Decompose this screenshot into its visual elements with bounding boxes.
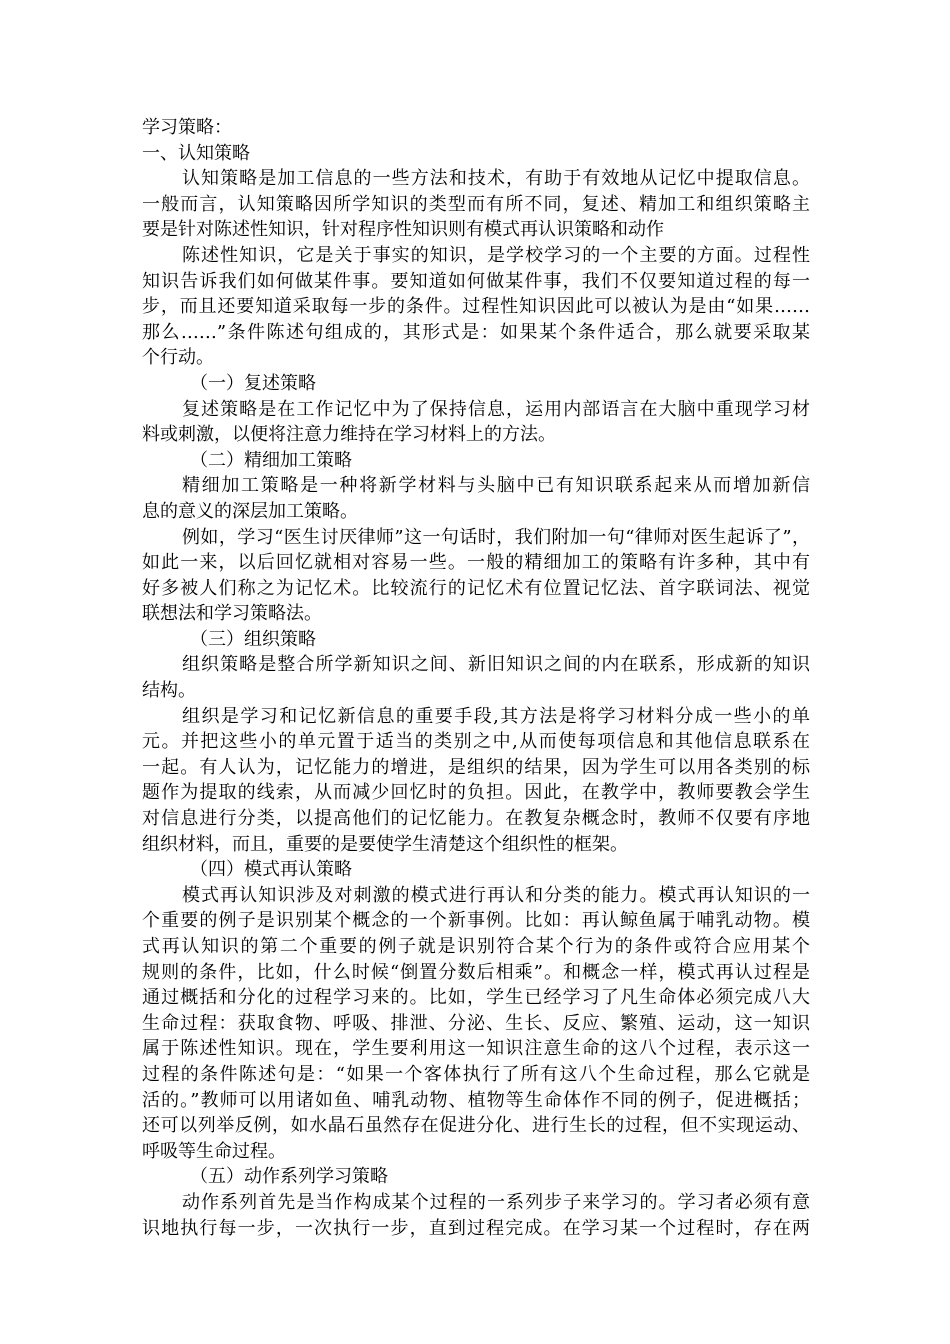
text-line: 规则的条件，比如，什么时候“倒置分数后相乘”。和概念一样，模式再认过程是 [142,961,810,983]
section-heading-line: （三）组织策略 [190,628,316,650]
text-line: 生命过程：获取食物、呼吸、排泄、分泌、生长、反应、繁殖、运动，这一知识 [142,1012,810,1034]
text-line: 模式再认知识涉及对刺激的模式进行再认和分类的能力。模式再认知识的一 [182,884,810,906]
text-line: 一起。有人认为，记忆能力的增进，是组织的结果，因为学生可以用各类别的标 [142,756,810,778]
text-line: 一、认知策略 [142,142,250,164]
text-line: 一般而言，认知策略因所学知识的类型而有所不同，复述、精加工和组织策略主 [142,193,810,215]
text-line: 个行动。 [142,347,214,369]
text-line: 好多被人们称之为记忆术。比较流行的记忆术有位置记忆法、首字联词法、视觉 [142,577,810,599]
text-line: 如此一来，以后回忆就相对容易一些。一般的精细加工的策略有许多种，其中有 [142,552,810,574]
text-line: 通过概括和分化的过程学习来的。比如，学生已经学习了凡生命体必须完成八大 [142,987,810,1009]
text-line: 活的。”教师可以用诸如鱼、哺乳动物、植物等生命体作不同的例子，促进概括； [142,1089,810,1111]
section-heading-line: （一）复述策略 [190,372,316,394]
text-line: 息的意义的深层加工策略。 [142,500,358,522]
text-line: 要是针对陈述性知识，针对程序性知识则有模式再认识策略和动作 [142,219,664,241]
text-line: 学习策略： [142,117,232,138]
text-line: 陈述性知识，它是关于事实的知识，是学校学习的一个主要的方面。过程性 [182,244,810,266]
text-line: 属于陈述性知识。现在，学生要利用这一知识注意生命的这八个过程，表示这一 [142,1038,810,1060]
section-heading-line: （五）动作系列学习策略 [190,1166,388,1188]
section-heading-line: （二）精细加工策略 [190,449,352,471]
text-line: 组织策略是整合所学新知识之间、新旧知识之间的内在联系，形成新的知识 [182,654,810,676]
text-line: 那么……”条件陈述句组成的，其形式是：如果某个条件适合，那么就要采取某 [142,321,810,343]
text-line: 元。并把这些小的单元置于适当的类别之中,从而使每项信息和其他信息联系在 [142,731,810,753]
text-line: 动作系列首先是当作构成某个过程的一系列步子来学习的。学习者必须有意 [182,1191,810,1213]
text-line: 组织是学习和记忆新信息的重要手段,其方法是将学习材料分成一些小的单 [182,705,810,727]
document-page [142,115,810,1241]
text-line: 式再认知识的第二个重要的例子就是识别符合某个行为的条件或符合应用某个 [142,936,810,957]
text-line: 精细加工策略是一种将新学材料与头脑中已有知识联系起来从而增加新信 [182,475,810,497]
section-heading-line: （四）模式再认策略 [190,859,352,881]
text-line: 联想法和学习策略法。 [142,603,322,625]
text-line: 识地执行每一步，一次执行一步，直到过程完成。在学习某一个过程时，存在两 [142,1217,810,1239]
text-line: 知识告诉我们如何做某件事。要知道如何做某件事，我们不仅要知道过程的每一 [142,270,810,292]
text-line: 认知策略是加工信息的一些方法和技术，有助于有效地从记忆中提取信息。 [182,168,810,190]
text-line: 呼吸等生命过程。 [142,1140,286,1162]
text-line: 料或刺激，以便将注意力维持在学习材料上的方法。 [142,424,556,446]
text-line: 复述策略是在工作记忆中为了保持信息，运用内部语言在大脑中重现学习材 [182,398,810,420]
text-line: 例如，学习“医生讨厌律师”这一句话时，我们附加一句“律师对医生起诉了”， [182,526,810,548]
text-line: 个重要的例子是识别某个概念的一个新事例。比如：再认鲸鱼属于哺乳动物。模 [142,910,810,932]
text-line: 对信息进行分类，以提高他们的记忆能力。在教复杂概念时，教师不仅要有序地 [142,808,810,830]
text-line: 结构。 [142,680,196,702]
text-line: 组织材料，而且，重要的是要使学生清楚这个组织性的框架。 [142,833,628,855]
text-line: 步，而且还要知道采取每一步的条件。过程性知识因此可以被认为是由“如果…… [142,296,810,318]
text-line: 题作为提取的线索，从而减少回忆时的负担。因此，在教学中，教师要教会学生 [142,782,810,804]
text-line: 过程的条件陈述句是：“如果一个客体执行了所有这八个生命过程，那么它就是 [142,1063,810,1085]
text-line: 还可以列举反例，如水晶石虽然存在促进分化、进行生长的过程，但不实现运动、 [142,1115,810,1137]
